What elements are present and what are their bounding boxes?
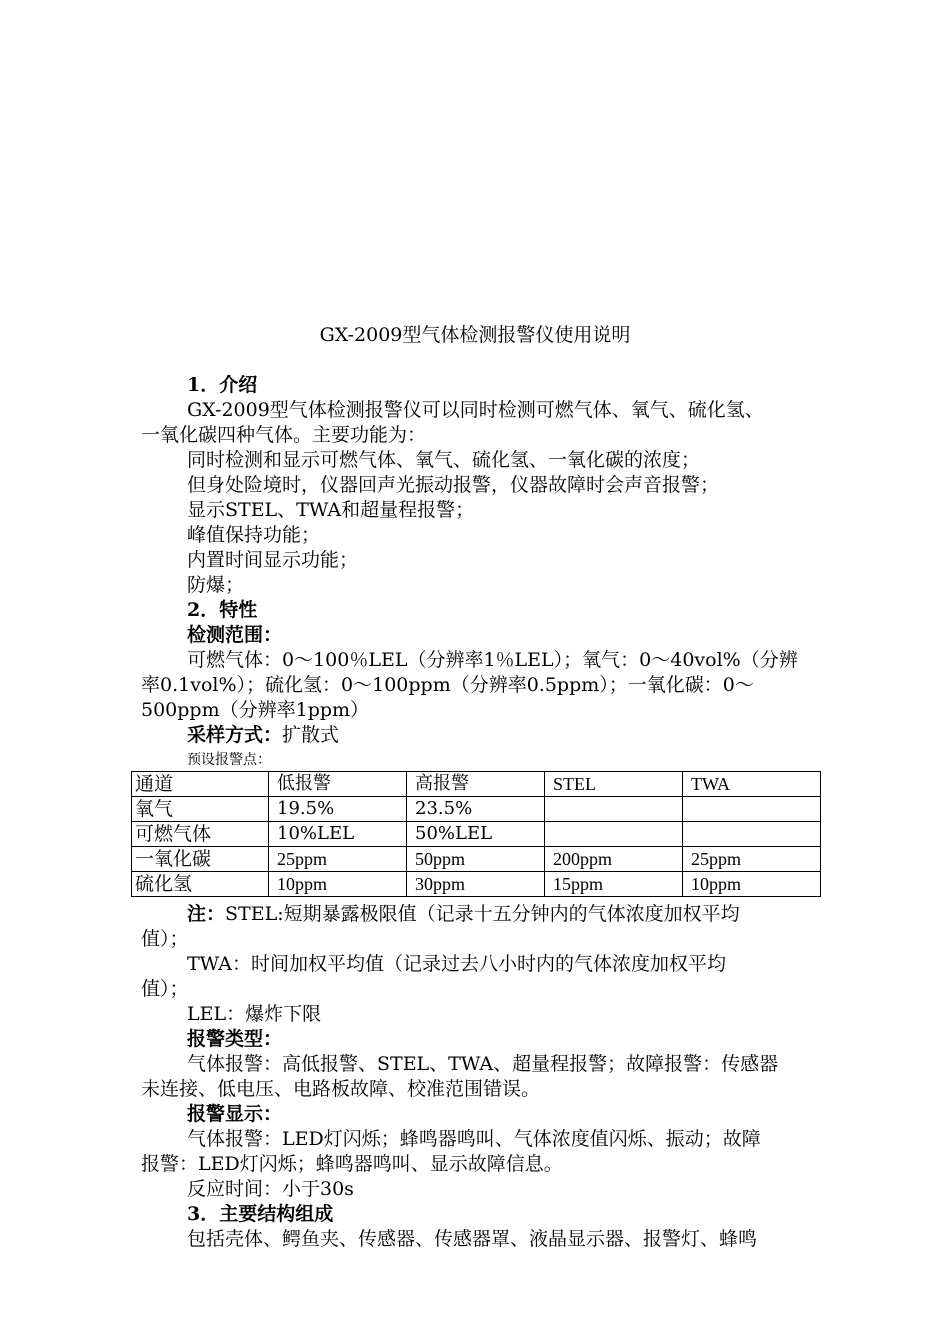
table-cell: 可燃气体 xyxy=(132,822,269,847)
table-header-row xyxy=(132,772,821,797)
table-row xyxy=(132,847,821,872)
table-cell xyxy=(545,797,683,822)
note-stel-line-2: 值）； xyxy=(141,928,189,950)
feature-item: 防爆； xyxy=(187,574,245,596)
preset-alarm-label: 预设报警点： xyxy=(187,752,271,768)
alarm-display-label: 报警显示： xyxy=(187,1103,283,1125)
detection-range-label: 检测范围： xyxy=(187,624,283,646)
table-cell: 25ppm xyxy=(269,847,407,872)
response-time: 反应时间：小于30s xyxy=(187,1178,354,1200)
note-twa-line-1: TWA：时间加权平均值（记录过去八小时内的气体浓度加权平均 xyxy=(187,953,726,975)
table-cell: 200ppm xyxy=(545,847,683,872)
feature-item: 峰值保持功能； xyxy=(187,524,321,546)
feature-item: 显示STEL、TWA和超量程报警； xyxy=(187,499,475,521)
table-cell: 50ppm xyxy=(407,847,545,872)
table-cell: 10ppm xyxy=(269,872,407,897)
note-label: 注： xyxy=(187,903,226,925)
intro-paragraph-line-2: 一氧化碳四种气体。主要功能为： xyxy=(141,424,427,446)
sampling-method xyxy=(187,723,339,748)
document-title: GX-2009型气体检测报警仪使用说明 xyxy=(319,324,631,346)
table-header-cell: TWA xyxy=(683,772,821,797)
table-cell: 10ppm xyxy=(683,872,821,897)
detection-range-line-3: 500ppm（分辨率1ppm） xyxy=(141,699,370,721)
section-1-heading: 1．介绍 xyxy=(187,374,258,396)
table-row xyxy=(132,797,821,822)
table-header-cell: STEL xyxy=(545,772,683,797)
note-stel-text: STEL:短期暴露极限值（记录十五分钟内的气体浓度加权平均 xyxy=(225,903,740,925)
table-header-cell: 高报警 xyxy=(407,772,545,797)
table-cell xyxy=(545,822,683,847)
feature-item: 同时检测和显示可燃气体、氧气、硫化氢、一氧化碳的浓度； xyxy=(187,449,701,471)
detection-range-line-2: 率0.1vol%）；硫化氢：0～100ppm（分辨率0.5ppm）；一氧化碳：0～ xyxy=(141,674,754,696)
table-cell: 50%LEL xyxy=(407,822,545,847)
table-header-cell: 通道 xyxy=(132,772,269,797)
table-cell: 15ppm xyxy=(545,872,683,897)
table-cell: 一氧化碳 xyxy=(132,847,269,872)
feature-item: 内置时间显示功能； xyxy=(187,549,359,571)
table-cell: 硫化氢 xyxy=(132,872,269,897)
alarm-display-line-1: 气体报警：LED灯闪烁；蜂鸣器鸣叫、气体浓度值闪烁、振动；故障 xyxy=(187,1128,761,1150)
section-3-heading: 3．主要结构组成 xyxy=(187,1203,334,1225)
preset-alarm-table xyxy=(131,771,821,897)
table-cell: 19.5% xyxy=(269,797,407,822)
table-header-cell: 低报警 xyxy=(269,772,407,797)
alarm-type-line-1: 气体报警：高低报警、STEL、TWA、超量程报警；故障报警：传感器 xyxy=(187,1053,779,1075)
table-row xyxy=(132,872,821,897)
intro-paragraph-line-1: GX-2009型气体检测报警仪可以同时检测可燃气体、氧气、硫化氢、 xyxy=(187,399,764,421)
sampling-method-value: 扩散式 xyxy=(282,724,340,746)
note-lel: LEL：爆炸下限 xyxy=(187,1003,322,1025)
alarm-display-line-2: 报警：LED灯闪烁；蜂鸣器鸣叫、显示故障信息。 xyxy=(141,1153,563,1175)
alarm-type-line-2: 未连接、低电压、电路板故障、校准范围错误。 xyxy=(141,1078,541,1100)
table-cell: 23.5% xyxy=(407,797,545,822)
alarm-type-label: 报警类型： xyxy=(187,1028,283,1050)
feature-item: 但身处险境时，仪器回声光振动报警，仪器故障时会声音报警； xyxy=(187,474,720,496)
note-twa-line-2: 值）； xyxy=(141,978,189,1000)
sampling-method-label: 采样方式： xyxy=(187,724,283,746)
section-2-heading: 2．特性 xyxy=(187,599,258,621)
table-cell xyxy=(683,822,821,847)
structure-paragraph-line-1: 包括壳体、鳄鱼夹、传感器、传感器罩、液晶显示器、报警灯、蜂鸣 xyxy=(187,1228,758,1250)
table-row xyxy=(132,822,821,847)
table-cell: 10%LEL xyxy=(269,822,407,847)
table-cell: 30ppm xyxy=(407,872,545,897)
note-stel-line-1 xyxy=(187,902,740,927)
table-cell: 25ppm xyxy=(683,847,821,872)
table-cell xyxy=(683,797,821,822)
table-cell: 氧气 xyxy=(132,797,269,822)
detection-range-line-1: 可燃气体：0～100％LEL（分辨率1％LEL）；氧气：0～40vol%（分辨 xyxy=(187,649,798,671)
